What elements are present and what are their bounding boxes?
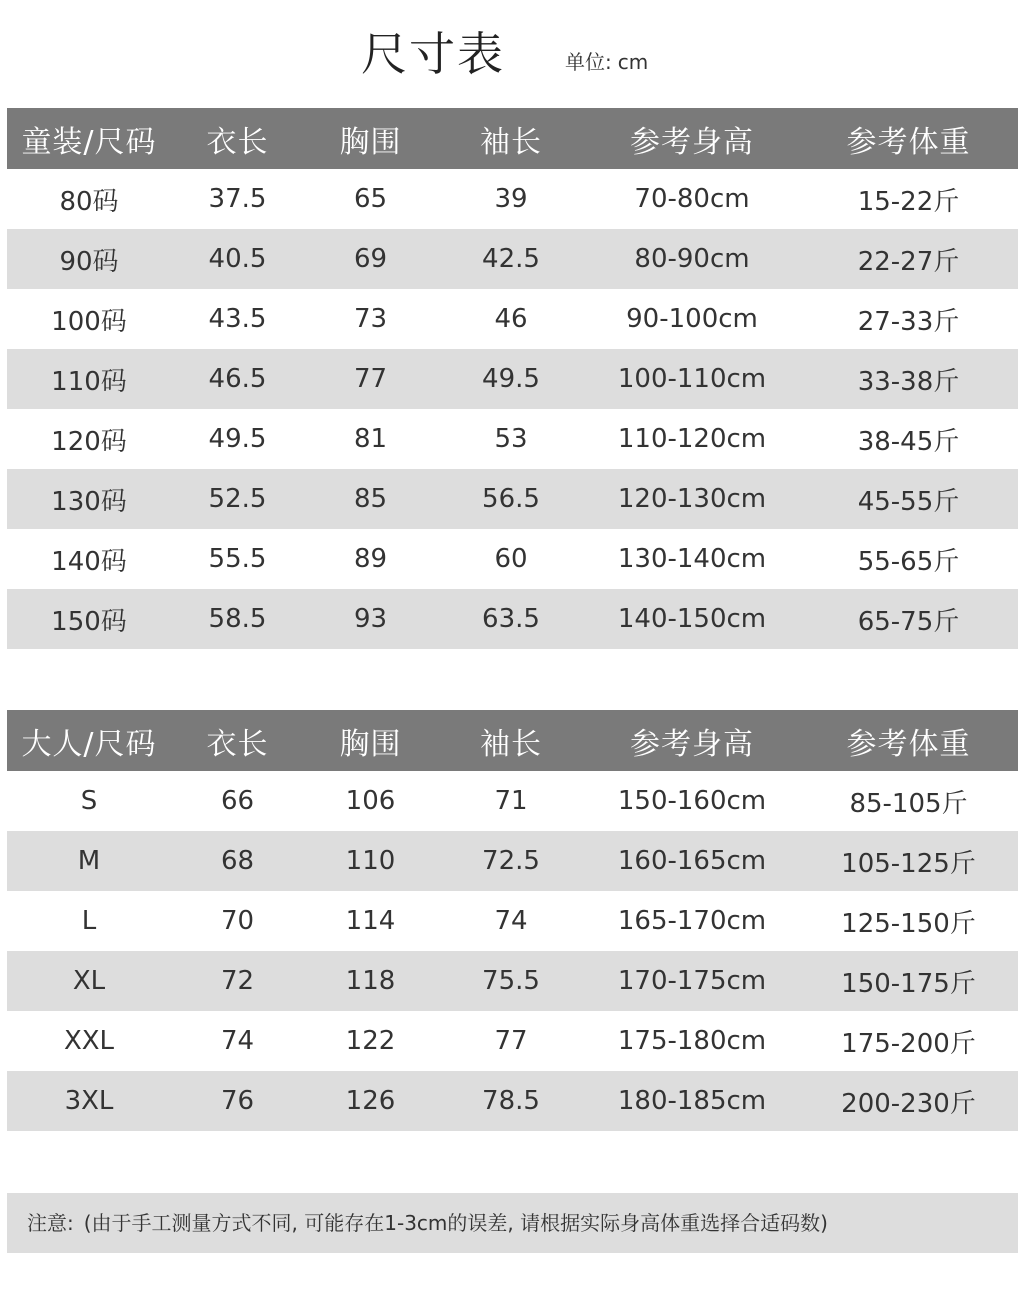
sleeve-cell: 39 — [437, 169, 585, 229]
kids-header-chest: 胸围 — [304, 108, 437, 169]
chest-cell: 114 — [304, 891, 437, 951]
size-cell: 80码 — [7, 169, 171, 229]
sleeve-cell: 77 — [437, 1011, 585, 1071]
table-row — [7, 469, 1018, 529]
adult-header-weight: 参考体重 — [799, 710, 1018, 771]
length-cell: 49.5 — [171, 409, 304, 469]
chest-cell: 85 — [304, 469, 437, 529]
height-cell: 165-170cm — [585, 891, 799, 951]
sleeve-cell: 78.5 — [437, 1071, 585, 1131]
size-cell: XXL — [7, 1011, 171, 1071]
height-cell: 130-140cm — [585, 529, 799, 589]
height-cell: 180-185cm — [585, 1071, 799, 1131]
weight-cell: 150-175斤 — [799, 951, 1018, 1011]
sleeve-cell: 63.5 — [437, 589, 585, 649]
table-row — [7, 1011, 1018, 1071]
page-title: 尺寸表 — [361, 27, 505, 81]
adult-header-size: 大人/尺码 — [7, 710, 171, 771]
sleeve-cell: 74 — [437, 891, 585, 951]
sleeve-cell: 42.5 — [437, 229, 585, 289]
sleeve-cell: 56.5 — [437, 469, 585, 529]
height-cell: 80-90cm — [585, 229, 799, 289]
sleeve-cell: 46 — [437, 289, 585, 349]
height-cell: 90-100cm — [585, 289, 799, 349]
table-row — [7, 831, 1018, 891]
height-cell: 175-180cm — [585, 1011, 799, 1071]
kids-header-sleeve: 袖长 — [437, 108, 585, 169]
height-cell: 150-160cm — [585, 771, 799, 831]
table-row — [7, 771, 1018, 831]
adult-header-length: 衣长 — [171, 710, 304, 771]
table-row — [7, 289, 1018, 349]
size-cell: 130码 — [7, 469, 171, 529]
chest-cell: 89 — [304, 529, 437, 589]
weight-cell: 175-200斤 — [799, 1011, 1018, 1071]
weight-cell: 200-230斤 — [799, 1071, 1018, 1131]
sleeve-cell: 72.5 — [437, 831, 585, 891]
adult-header-sleeve: 袖长 — [437, 710, 585, 771]
sleeve-cell: 53 — [437, 409, 585, 469]
chest-cell: 73 — [304, 289, 437, 349]
length-cell: 72 — [171, 951, 304, 1011]
sleeve-cell: 71 — [437, 771, 585, 831]
chest-cell: 110 — [304, 831, 437, 891]
length-cell: 68 — [171, 831, 304, 891]
size-cell: 140码 — [7, 529, 171, 589]
table-row — [7, 529, 1018, 589]
unit-label — [565, 48, 648, 76]
kids-size-table — [7, 108, 1018, 649]
weight-cell: 55-65斤 — [799, 529, 1018, 589]
adult-header-chest: 胸围 — [304, 710, 437, 771]
size-cell: L — [7, 891, 171, 951]
length-cell: 55.5 — [171, 529, 304, 589]
note-text: (由于手工测量方式不同, 可能存在1-3cm的误差, 请根据实际身高体重选择合适码数) — [83, 1211, 828, 1235]
kids-header-row — [7, 108, 1018, 169]
size-cell: 3XL — [7, 1071, 171, 1131]
height-cell: 120-130cm — [585, 469, 799, 529]
height-cell: 100-110cm — [585, 349, 799, 409]
table-row — [7, 349, 1018, 409]
length-cell: 52.5 — [171, 469, 304, 529]
height-cell: 160-165cm — [585, 831, 799, 891]
weight-cell: 33-38斤 — [799, 349, 1018, 409]
length-cell: 66 — [171, 771, 304, 831]
kids-header-weight: 参考体重 — [799, 108, 1018, 169]
weight-cell: 27-33斤 — [799, 289, 1018, 349]
length-cell: 43.5 — [171, 289, 304, 349]
length-cell: 37.5 — [171, 169, 304, 229]
table-row — [7, 589, 1018, 649]
kids-header-length: 衣长 — [171, 108, 304, 169]
chest-cell: 122 — [304, 1011, 437, 1071]
weight-cell: 125-150斤 — [799, 891, 1018, 951]
table-row — [7, 1071, 1018, 1131]
sleeve-cell: 75.5 — [437, 951, 585, 1011]
table-row — [7, 891, 1018, 951]
sleeve-cell: 60 — [437, 529, 585, 589]
size-cell: S — [7, 771, 171, 831]
height-cell: 140-150cm — [585, 589, 799, 649]
note-label: 注意: — [27, 1211, 74, 1235]
weight-cell: 65-75斤 — [799, 589, 1018, 649]
size-cell: 110码 — [7, 349, 171, 409]
chest-cell: 93 — [304, 589, 437, 649]
chest-cell: 69 — [304, 229, 437, 289]
table-row — [7, 169, 1018, 229]
adult-size-table — [7, 710, 1018, 1131]
weight-cell: 15-22斤 — [799, 169, 1018, 229]
weight-cell: 105-125斤 — [799, 831, 1018, 891]
table-row — [7, 951, 1018, 1011]
adult-header-row — [7, 710, 1018, 771]
length-cell: 58.5 — [171, 589, 304, 649]
size-cell: 150码 — [7, 589, 171, 649]
length-cell: 70 — [171, 891, 304, 951]
unit-value: cm — [617, 50, 649, 74]
kids-header-height: 参考身高 — [585, 108, 799, 169]
length-cell: 76 — [171, 1071, 304, 1131]
size-cell: 90码 — [7, 229, 171, 289]
chest-cell: 77 — [304, 349, 437, 409]
sleeve-cell: 49.5 — [437, 349, 585, 409]
size-cell: XL — [7, 951, 171, 1011]
chest-cell: 81 — [304, 409, 437, 469]
weight-cell: 22-27斤 — [799, 229, 1018, 289]
weight-cell: 45-55斤 — [799, 469, 1018, 529]
adult-header-height: 参考身高 — [585, 710, 799, 771]
kids-header-size: 童装/尺码 — [7, 108, 171, 169]
chest-cell: 65 — [304, 169, 437, 229]
unit-label-text: 单位: — [565, 50, 612, 74]
height-cell: 170-175cm — [585, 951, 799, 1011]
table-row — [7, 409, 1018, 469]
size-cell: 120码 — [7, 409, 171, 469]
note-banner — [7, 1193, 1018, 1253]
weight-cell: 85-105斤 — [799, 771, 1018, 831]
size-cell: 100码 — [7, 289, 171, 349]
chest-cell: 126 — [304, 1071, 437, 1131]
length-cell: 46.5 — [171, 349, 304, 409]
length-cell: 40.5 — [171, 229, 304, 289]
size-cell: M — [7, 831, 171, 891]
weight-cell: 38-45斤 — [799, 409, 1018, 469]
table-row — [7, 229, 1018, 289]
chest-cell: 106 — [304, 771, 437, 831]
height-cell: 110-120cm — [585, 409, 799, 469]
height-cell: 70-80cm — [585, 169, 799, 229]
length-cell: 74 — [171, 1011, 304, 1071]
chest-cell: 118 — [304, 951, 437, 1011]
